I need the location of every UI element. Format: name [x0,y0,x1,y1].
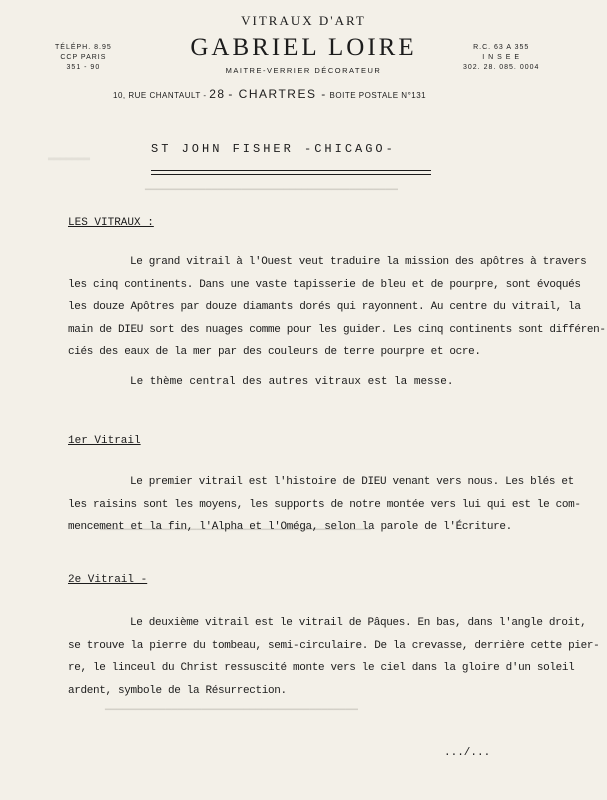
letterhead-contact-left [55,43,112,73]
section-vitrail-2-body [68,612,599,702]
paragraph-line: Le grand vitrail à l'Ouest veut traduire la mission des apôtres à travers [130,256,587,268]
paragraph-line: re, le linceul du Christ ressuscité monte vers le ciel dans la gloire d'un soleil [68,662,575,674]
paragraph-line: se trouve la pierre du tombeau, semi-circulaire. De la crevasse, derrière cette pier- [68,639,600,652]
paragraph-line: les douze Apôtres par douze diamants dorés qui rayonnent. Au centre du vitrail, la [68,301,581,313]
address-number: 28 [209,87,226,101]
paragraph-line: ciés des eaux de la mer par des couleurs de terre pourpre et ocre. [68,346,481,358]
paragraph-line: ardent, symbole de la Résurrection. [68,684,287,697]
theme-sentence: Le thème central des autres vitraux est la messe. [130,376,454,388]
bleed-through-1: ═══════ [48,155,91,166]
ccp-number-line: 351 - 90 [66,64,101,71]
continuation-mark: .../... [444,747,491,759]
bleed-through-2: ▔▔▔▔▔▔▔▔▔▔▔▔▔▔▔▔▔▔▔▔▔▔▔▔▔▔▔▔▔▔▔▔▔▔▔▔▔▔▔▔▔▔ [145,191,398,202]
phone-line: TÉLÉPH. 8.95 [55,44,112,51]
address-street: 10, RUE CHANTAULT - [113,91,207,100]
paragraph-line: Le premier vitrail est l'histoire de DIEU venant vers nous. Les blés et [130,476,574,488]
bleed-through-4: ▔▔▔▔▔▔▔▔▔▔▔▔▔▔▔▔▔▔▔▔▔▔▔▔▔▔▔▔▔▔▔▔▔▔▔▔▔▔▔▔▔▔ [105,711,358,722]
letterhead-registration-right [463,43,539,73]
letterhead-title: VITRAUX D'ART [241,13,366,28]
address-city: - CHARTRES - [228,87,327,101]
letterhead-subtitle: MAITRE-VERRIER DÉCORATEUR [225,66,382,75]
section-title-vitraux: LES VITRAUX : [68,217,154,229]
letterhead-name: GABRIEL LOIRE [190,34,417,61]
bleed-through-3: ▔▔▔▔▔▔▔▔▔▔▔▔▔▔▔▔▔▔▔▔▔▔▔▔▔▔▔▔▔▔▔▔▔▔▔▔▔▔▔▔▔▔▔▔▔ [100,531,371,542]
heading-rule-2 [151,174,431,175]
paragraph-line: Le deuxième vitrail est le vitrail de Pâques. En bas, dans l'angle droit, [130,617,587,629]
insee-number-line: 302. 28. 085. 0004 [463,64,540,71]
insee-line: I N S E E [482,54,521,61]
paragraph-line: mencement et la fin, l'Alpha et l'Oméga, selon la parole de l'Écriture. [68,521,512,533]
ccp-line: CCP PARIS [60,54,107,61]
section-title-vitrail-1: 1er Vitrail [68,435,141,447]
paragraph-line: main de DIEU sort des nuages comme pour les guider. Les cinq continents sont différen- [68,323,606,336]
rc-line: R.C. 63 A 355 [473,44,530,51]
section-vitraux-body [68,251,606,364]
section-vitrail-1-body [68,471,581,539]
letterhead-address [113,87,426,101]
heading-rule-1 [151,170,431,171]
address-box: BOITE POSTALE N°131 [329,91,427,100]
paragraph-line: les raisins sont les moyens, les supports de notre montée vers lui qui est le com- [68,498,581,511]
paragraph-line: les cinq continents. Dans une vaste tapisserie de bleu et de pourpre, sont évoqués [68,278,581,291]
document-heading: ST JOHN FISHER -CHICAGO- [151,142,396,156]
section-title-vitrail-2: 2e Vitrail - [68,574,148,586]
